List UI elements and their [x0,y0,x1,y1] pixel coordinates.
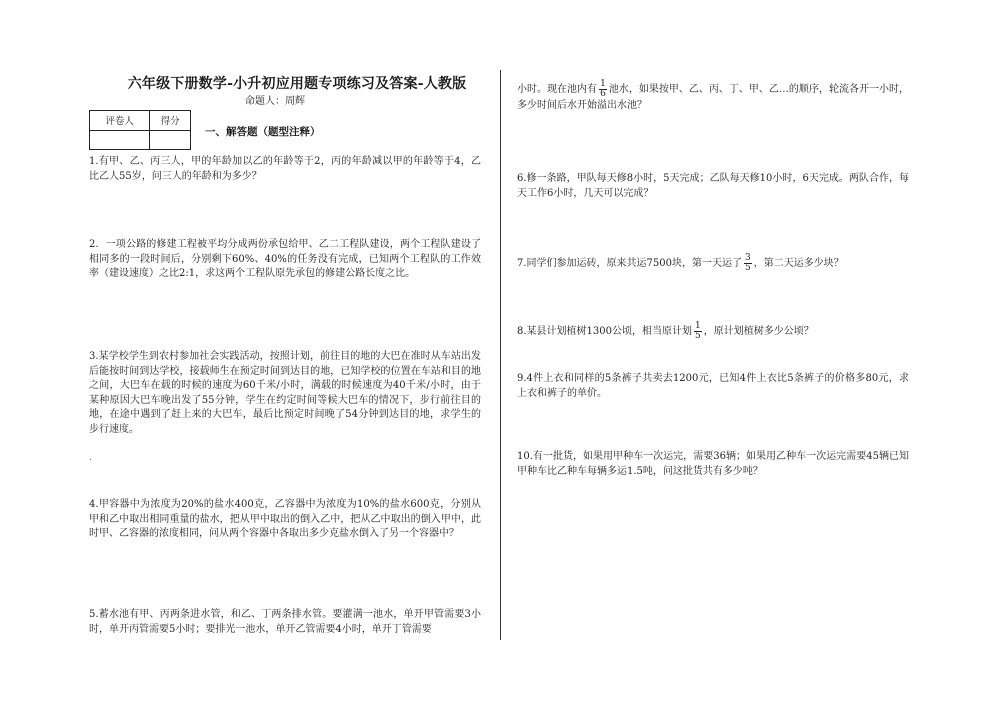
column-divider [500,70,501,640]
page-title: 六年级下册数学-小升初应用题专项练习及答案-人教版 [127,76,467,92]
q7-text-a: 7.同学们参加运砖，原来共运7500块，第一天运了 [517,258,742,269]
q7-fraction-numerator: 3 [745,253,751,263]
reviewer-label: 评卷人 [90,111,150,131]
q5-cont-text-a: 小时。现在池内有 [517,84,598,95]
q8-fraction-denominator: 5 [695,331,701,341]
stray-mark: . [89,453,92,463]
question-7 [517,254,909,273]
q5-cont-text-b: 池水，如果按甲、乙、丙、丁、甲、乙…的顺序，轮流各开一小时，多少时间后水开始溢出水池？ [517,84,910,111]
question-3: 3.某学校学生到农村参加社会实践活动，按照计划，前往目的地的大巴在准时从车站出发后能按时间到达学校，接载师生在预定时间到达目的地，已知学校的位置在车站和目的地之间，大巴车在载的时候的速度为60千米/小时，满载的时候速度为40千米/小时，由于某种原因大巴车晚出发了55分钟，学生在约定时间等候大巴车的情况下，步行前往目的地，在途中遇到了赶上来的大巴车，最后比预定时间晚了54分钟到达目的地，求学生的步行速度。 [89,351,481,435]
question-5: 5.蓄水池有甲、丙两条进水管，和乙、丁两条排水管。要灌满一池水，单开甲管需要3小时，单开丙管需要5小时；要排光一池水，单开乙管需要4小时，单开丁管需要 [89,609,481,635]
q7-fraction-denominator: 5 [745,263,751,273]
q8-fraction-numerator: 1 [695,321,701,331]
reviewer-cell [90,130,150,150]
author-line: 命题人：周辉 [245,96,305,107]
score-table [89,110,191,150]
section-title: 一、解答题（题型注释） [205,126,321,138]
score-cell [150,130,191,150]
question-10: 10.有一批货，如果用甲种车一次运完，需要36辆；如果用乙种车一次运完需要45辆已知甲种车比乙种车每辆多运1.5吨，问这批货共有多少吨？ [517,451,909,477]
q7-text-b: ，第二天运多少块？ [753,258,844,269]
question-9: 9.4件上衣和同样的5条裤子共卖去1200元，已知4件上衣比5条裤子的价格多80元，求上衣和裤子的单价。 [517,373,909,399]
score-label: 得分 [150,111,191,131]
q5-fraction-denominator: 6 [600,89,606,99]
q7-fraction [744,254,752,273]
question-6: 6.修一条路，甲队每天修8小时，5天完成；乙队每天修10小时，6天完成。两队合作，每天工作6小时，几天可以完成？ [517,173,909,199]
q8-text-a: 8.某县计划植树1300公顷，相当原计划 [517,326,692,337]
question-4: 4.甲容器中为浓度为20%的盐水400克，乙容器中为浓度为10%的盐水600克，分别从甲和乙中取出相同重量的盐水，把从甲中取出的倒入乙中，把从乙中取出的倒入甲中，此时甲、乙容器的浓度相同，问从两个容器中各取出多少克盐水倒入了另一个容器中？ [89,499,481,539]
q5-fraction-numerator: 1 [600,79,606,89]
question-2: 2．一项公路的修建工程被平均分成两份承包给甲、乙二工程队建设，两个工程队建设了相同多的一段时间后，分别剩下60%、40%的任务没有完成，已知两个工程队的工作效率（建设速度）之比2:1，求这两个工程队原先承包的修建公路长度之比。 [89,239,481,279]
question-8 [517,322,909,341]
question-1: 1.有甲、乙、丙三人，甲的年龄加以乙的年龄等于2，丙的年龄减以甲的年龄等于4，乙比乙人55岁，问三人的年龄和为多少？ [89,156,481,182]
q8-text-b: ，原计划植树多少公顷？ [703,326,814,337]
q8-fraction [694,322,702,341]
question-5-continued [517,80,909,114]
q5-fraction [599,80,607,99]
